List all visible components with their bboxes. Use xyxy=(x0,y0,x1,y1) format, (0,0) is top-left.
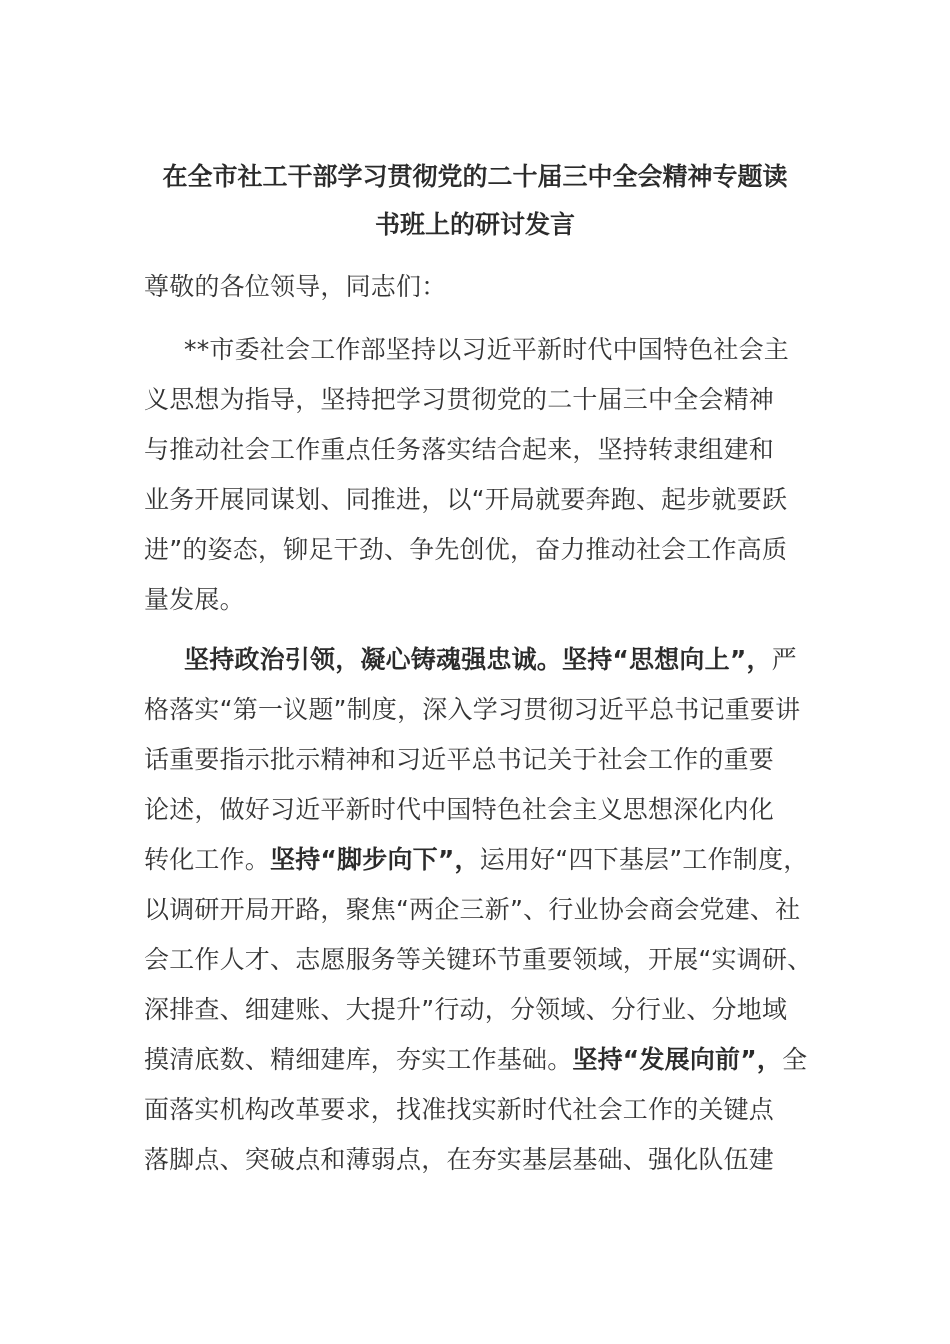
paragraph-2-text: 严 xyxy=(771,645,797,674)
paragraph-2-line: 面落实机构改革要求，找准找实新时代社会工作的关键点 xyxy=(144,1095,775,1124)
paragraph-1-line: 业务开展同谋划、同推进，以“开局就要奔跑、起步就要跃 xyxy=(144,485,788,514)
paragraph-2-line: 以调研开局开路，聚焦“两企三新”、行业协会商会党建、社 xyxy=(144,895,801,924)
paragraph-1-line: 量发展。 xyxy=(144,585,245,614)
paragraph-2-line xyxy=(144,1035,807,1085)
document-title-line-1: 在全市社工干部学习贯彻党的二十届三中全会精神专题读 xyxy=(162,162,788,191)
paragraph-2-line: 深排查、细建账、大提升”行动，分领域、分行业、分地域 xyxy=(144,995,788,1024)
paragraph-2-line: 落脚点、突破点和薄弱点，在夯实基层基础、强化队伍建 xyxy=(144,1145,775,1174)
paragraph-2-line xyxy=(184,635,797,685)
salutation: 尊敬的各位领导，同志们： xyxy=(144,272,447,301)
paragraph-1-line: 与推动社会工作重点任务落实结合起来，坚持转隶组建和 xyxy=(144,435,775,464)
heading-steps-downward: 坚持“脚步向下”， xyxy=(270,845,480,874)
paragraph-2-text: 转化工作。 xyxy=(144,845,271,874)
heading-development-forward: 坚持“发展向前”， xyxy=(572,1045,783,1074)
paragraph-1-line: **市委社会工作部坚持以习近平新时代中国特色社会主 xyxy=(184,335,790,364)
document-title-line-2: 书班上的研讨发言 xyxy=(374,210,575,239)
paragraph-2-line xyxy=(144,835,808,885)
paragraph-2-text: 运用好“四下基层”工作制度， xyxy=(479,845,809,874)
paragraph-1-line: 进”的姿态，铆足干劲、争先创优，奋力推动社会工作高质 xyxy=(144,535,788,564)
paragraph-2-line: 论述，做好习近平新时代中国特色社会主义思想深化内化 xyxy=(144,795,775,824)
paragraph-2-text: 全 xyxy=(782,1045,808,1074)
paragraph-1-line: 义思想为指导，坚持把学习贯彻党的二十届三中全会精神 xyxy=(144,385,775,414)
paragraph-2-line: 话重要指示批示精神和习近平总书记关于社会工作的重要 xyxy=(144,745,775,774)
paragraph-2-line: 格落实“第一议题”制度，深入学习贯彻习近平总书记重要讲 xyxy=(144,695,801,724)
paragraph-2-line: 会工作人才、志愿服务等关键环节重要领域，开展“实调研、 xyxy=(144,945,813,974)
paragraph-2-text: 摸清底数、精细建库，夯实工作基础。 xyxy=(144,1045,573,1074)
heading-political-leadership: 坚持政治引领，凝心铸魂强忠诚。坚持“思想向上”， xyxy=(184,645,772,674)
